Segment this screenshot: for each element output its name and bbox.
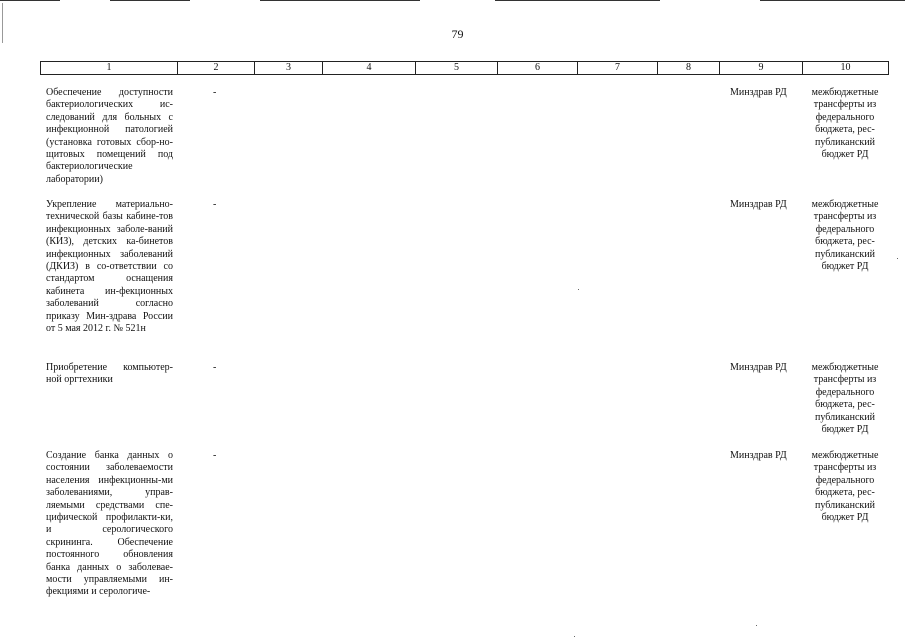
row-col2-value: - — [213, 199, 217, 210]
scan-edge-line — [260, 0, 420, 1]
row-description: Укрепление материально-технической базы кабине-тов инфекционных заболе-ваний (КИЗ), детских ка-бинетов инфекционных заболеваний (ДКИЗ) в со-ответствии со стандартом оснащения кабинета ин-фекционных заболеваний согласно приказу Мин-здрава России от 5 мая 2012 г. № 521н — [46, 199, 173, 335]
column-header-7: 7 — [577, 62, 657, 74]
column-header-2: 2 — [177, 62, 254, 74]
row-responsible: Минздрав РД — [730, 362, 787, 373]
column-header-9: 9 — [719, 62, 802, 74]
scan-edge-line — [0, 0, 60, 1]
scan-speck — [897, 258, 898, 259]
row-funding-source: межбюджетные трансферты из федерального бюджета, рес-публиканский бюджет РД — [811, 87, 879, 161]
row-responsible: Минздрав РД — [730, 199, 787, 210]
scan-edge-line — [760, 0, 905, 1]
column-header-10: 10 — [802, 62, 889, 74]
row-funding-source: межбюджетные трансферты из федерального бюджета, рес-публиканский бюджет РД — [811, 199, 879, 273]
row-responsible: Минздрав РД — [730, 450, 787, 461]
scan-speck — [756, 625, 757, 626]
row-col2-value: - — [213, 362, 217, 373]
scan-edge-line — [110, 0, 190, 1]
row-funding-source: межбюджетные трансферты из федерального бюджета, рес-публиканский бюджет РД — [811, 450, 879, 524]
column-header-6: 6 — [497, 62, 577, 74]
row-description: Создание банка данных о состоянии заболеваемости населения инфекционны-ми заболеваниями, управ-ляемыми средствами спе-цифической профилакти-ки, и серологического скрининга. Обеспечение постоянного обновления банка данных о заболевае-мости управляемыми ин-фекциями и серологиче- — [46, 450, 173, 598]
column-header-4: 4 — [322, 62, 415, 74]
row-col2-value: - — [213, 87, 217, 98]
column-header-1: 1 — [40, 62, 177, 74]
table-header — [40, 61, 889, 75]
scan-speck — [2, 3, 3, 43]
row-description: Приобретение компьютер-ной оргтехники — [46, 362, 173, 386]
column-header-8: 8 — [657, 62, 719, 74]
row-responsible: Минздрав РД — [730, 87, 787, 98]
column-header-3: 3 — [254, 62, 322, 74]
column-header-5: 5 — [415, 62, 497, 74]
scan-edge-line — [495, 0, 660, 1]
row-funding-source: межбюджетные трансферты из федерального бюджета, рес-публиканский бюджет РД — [811, 362, 879, 436]
row-description: Обеспечение доступности бактериологических ис-следований для больных с инфекционной патологией (установка готовых сбор-но-щитовых помещений под бактериологические лаборатории) — [46, 87, 173, 185]
page-number: 79 — [451, 27, 464, 41]
scan-speck — [574, 636, 575, 637]
scan-speck — [578, 289, 579, 290]
row-col2-value: - — [213, 450, 217, 461]
